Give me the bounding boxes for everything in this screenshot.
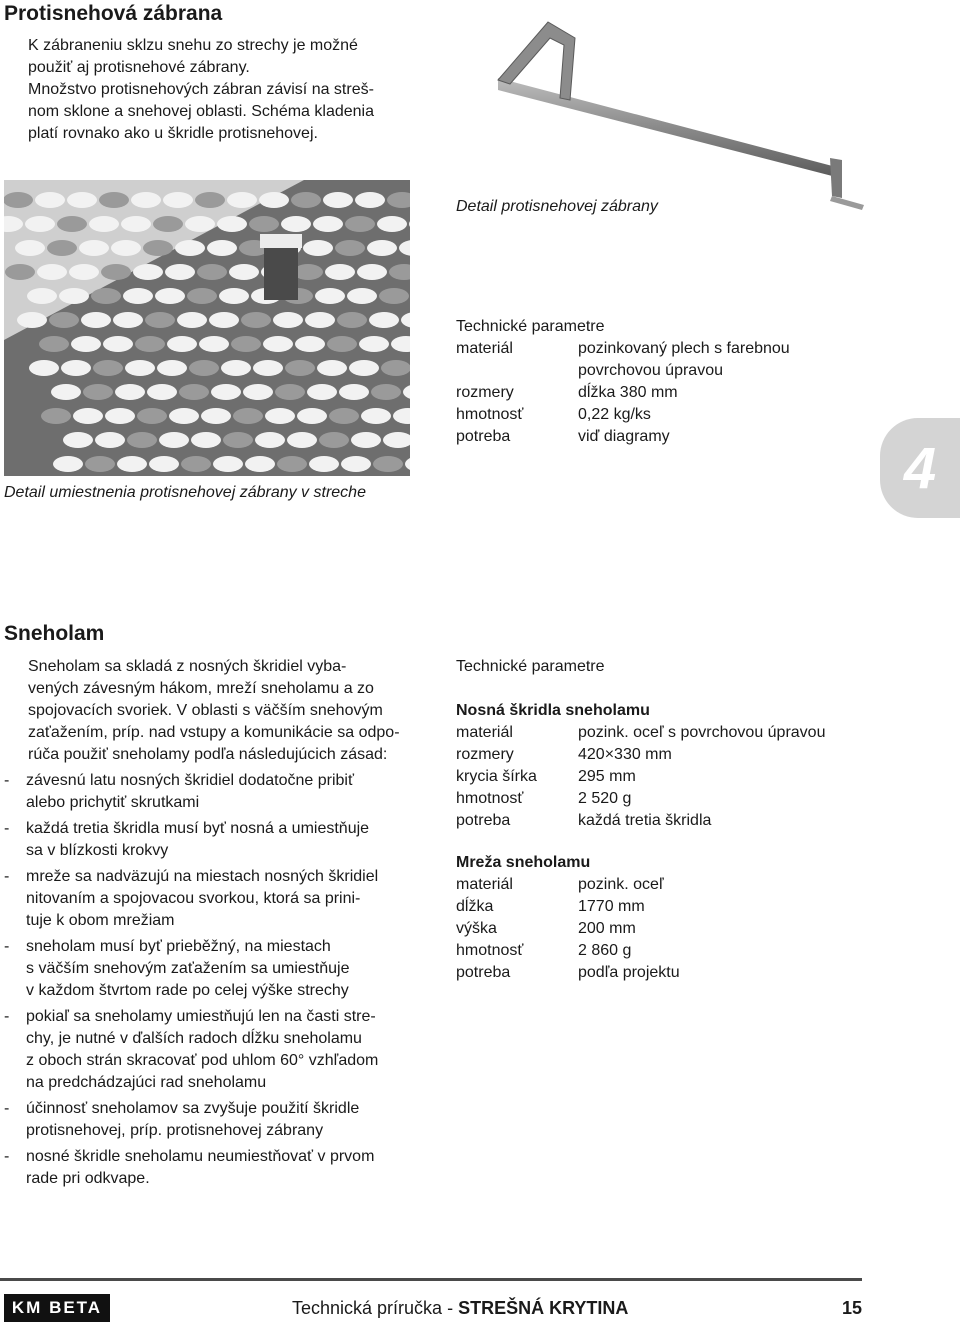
- snow-tile: [245, 456, 275, 472]
- snow-tile: [79, 240, 109, 256]
- snow-tile: [101, 264, 131, 280]
- tech-key: krycia šírka: [456, 768, 537, 785]
- list-line: na predchádzajúci rad sneholamu: [26, 1074, 267, 1091]
- tech-params-1: [456, 316, 876, 448]
- snow-tile: [197, 264, 227, 280]
- snow-tile: [339, 384, 369, 400]
- list-line: s väčším snehovým zaťažením sa umiestňuje: [26, 960, 350, 977]
- snow-tile: [63, 432, 93, 448]
- snow-tile: [323, 192, 353, 208]
- list-line: nitovaním a spojovacou svorkou, ktorá sa prini-: [26, 890, 361, 907]
- snow-tile: [227, 192, 257, 208]
- snow-tile: [177, 312, 207, 328]
- tech-value: pozink. oceľ: [578, 876, 664, 893]
- snow-tile: [231, 336, 261, 352]
- snow-tile: [47, 240, 77, 256]
- tech-value: 2 520 g: [578, 790, 632, 807]
- snow-tile: [4, 192, 33, 208]
- snow-tile: [287, 432, 317, 448]
- snow-tile: [285, 360, 315, 376]
- list-item: [4, 1098, 410, 1142]
- tech-value: 200 mm: [578, 920, 636, 937]
- tech-row: [456, 918, 896, 940]
- snow-tile: [57, 216, 87, 232]
- snow-tile: [351, 432, 381, 448]
- roof-photo: [4, 180, 410, 476]
- snow-tile: [277, 456, 307, 472]
- snow-tile: [221, 360, 251, 376]
- snow-guard-image: [490, 0, 870, 210]
- paragraph-line: vených závesným hákom, mreží sneholamu a zo: [28, 680, 374, 697]
- tech-key: hmotnosť: [456, 942, 524, 959]
- snow-tile: [255, 432, 285, 448]
- snow-tile: [179, 384, 209, 400]
- snow-tile: [143, 240, 173, 256]
- snow-tile: [199, 336, 229, 352]
- snow-tile: [373, 456, 403, 472]
- tech-key: materiál: [456, 876, 513, 893]
- snow-tile: [195, 192, 225, 208]
- snow-tile: [263, 336, 293, 352]
- page-number: 15: [842, 1298, 863, 1318]
- snow-tile: [25, 216, 55, 232]
- tech-row: [456, 766, 896, 788]
- tech-value: pozink. oceľ s povrchovou úpravou: [578, 724, 826, 741]
- tech-value: pozinkovaný plech s farebnou: [578, 340, 790, 357]
- paragraph-line: Sneholam sa skladá z nosných škridiel vyba-: [28, 658, 347, 675]
- intro-paragraph: [28, 35, 428, 145]
- snow-tile: [355, 192, 385, 208]
- footer-text-bold: STREŠNÁ KRYTINA: [458, 1298, 629, 1318]
- snow-tile: [315, 288, 345, 304]
- footer-title: [292, 1298, 628, 1319]
- detail-caption: Detail protisnehovej zábrany: [456, 198, 658, 215]
- snow-tile: [357, 264, 387, 280]
- group-heading: Mreža sneholamu: [456, 854, 591, 871]
- list-line: protisnehovej, príp. protisnehovej zábrany: [26, 1122, 324, 1139]
- tech-params-2: [456, 656, 896, 984]
- snow-tile: [307, 384, 337, 400]
- list-line: pokiaľ sa sneholamy umiestňujú len na časti stre-: [26, 1008, 376, 1025]
- list-item: [4, 1006, 410, 1094]
- snow-tile: [163, 192, 193, 208]
- snow-tile: [71, 336, 101, 352]
- tech-value: dĺžka 380 mm: [578, 384, 678, 401]
- dash: -: [4, 772, 10, 789]
- list-line: tuje k obom mrežiam: [26, 912, 175, 929]
- snow-tile: [105, 408, 135, 424]
- list-line: sa v blízkosti krokvy: [26, 842, 169, 859]
- snow-tile: [29, 360, 59, 376]
- snow-tile: [49, 312, 79, 328]
- snow-tile: [295, 336, 325, 352]
- tech-key: výška: [456, 920, 497, 937]
- snow-tile: [207, 240, 237, 256]
- snow-tile: [303, 240, 333, 256]
- tech-value: 2 860 g: [578, 942, 632, 959]
- snow-tile: [379, 288, 409, 304]
- snow-tile: [201, 408, 231, 424]
- snow-tile: [265, 408, 295, 424]
- tech-row: [456, 940, 896, 962]
- footer-text: Technická príručka -: [292, 1298, 459, 1318]
- snow-tile: [211, 384, 241, 400]
- snow-tile: [249, 216, 279, 232]
- snow-tile: [259, 192, 289, 208]
- snow-tile: [253, 360, 283, 376]
- paragraph-line: použiť aj protisnehové zábrany.: [28, 59, 250, 76]
- paragraph-line: K zábraneniu sklzu snehu zo strechy je možné: [28, 37, 358, 54]
- snow-tile: [369, 312, 399, 328]
- snow-tile: [217, 216, 247, 232]
- snow-tile: [347, 288, 377, 304]
- paragraph-line: nom sklone a snehovej oblasti. Schéma kladenia: [28, 103, 374, 120]
- snow-tile: [341, 456, 371, 472]
- dash: -: [4, 820, 10, 837]
- list-line: nosné škridle sneholamu neumiestňovať v prvom: [26, 1148, 375, 1165]
- snow-tile: [15, 240, 45, 256]
- snow-tile: [39, 336, 69, 352]
- snow-tile: [219, 288, 249, 304]
- snow-tile: [329, 408, 359, 424]
- list-line: každá tretia škridla musí byť nosná a umiestňuje: [26, 820, 370, 837]
- list-item: [4, 866, 410, 932]
- snow-tile: [147, 384, 177, 400]
- tech-row: [456, 360, 876, 382]
- tech-value: každá tretia škridla: [578, 812, 712, 829]
- snow-tile: [345, 216, 375, 232]
- snow-tile: [17, 312, 47, 328]
- rules-list: [4, 766, 410, 1190]
- roof-caption: Detail umiestnenia protisnehovej zábrany v streche: [4, 484, 366, 501]
- snow-tile: [233, 408, 263, 424]
- tech-key: [456, 360, 578, 382]
- tech-row: [456, 404, 876, 426]
- snow-tile: [187, 288, 217, 304]
- tech-key: hmotnosť: [456, 406, 524, 423]
- chapter-tab: 4: [880, 418, 960, 518]
- snow-tile: [91, 288, 121, 304]
- snow-tile: [169, 408, 199, 424]
- snow-tile: [167, 336, 197, 352]
- snow-tile: [5, 264, 35, 280]
- list-line: z oboch strán skracovať pod uhlom 60° vzhľadom: [26, 1052, 379, 1069]
- tech-value: podľa projektu: [578, 964, 680, 981]
- list-line: účinnosť sneholamov sa zvyšuje použití škridle: [26, 1100, 360, 1117]
- tech-row: [456, 810, 896, 832]
- snow-tile: [123, 288, 153, 304]
- snow-tile: [155, 288, 185, 304]
- list-item: [4, 770, 410, 814]
- list-line: mreže sa nadväzujú na miestach nosných škridiel: [26, 868, 379, 885]
- tech-row: [456, 962, 896, 984]
- tech-row: [456, 338, 876, 360]
- snow-tile: [69, 264, 99, 280]
- snow-tile: [83, 384, 113, 400]
- list-line: chy, je nutné v ďalších radoch dĺžku sneholamu: [26, 1030, 362, 1047]
- paragraph-line: spojovacích svoriek. V oblasti s väčším snehovým: [28, 702, 383, 719]
- snow-tile: [93, 360, 123, 376]
- tech-key: potreba: [456, 812, 511, 829]
- km-beta-logo: KM BETA: [4, 1294, 110, 1322]
- snow-tile: [175, 240, 205, 256]
- tech-value: povrchovou úpravou: [578, 362, 723, 379]
- snow-tile: [133, 264, 163, 280]
- snow-tile: [157, 360, 187, 376]
- snow-tile: [165, 264, 195, 280]
- tech-key: hmotnosť: [456, 790, 524, 807]
- snow-tile: [281, 216, 311, 232]
- dash: -: [4, 1148, 10, 1165]
- snow-tile: [309, 456, 339, 472]
- snow-tile: [327, 336, 357, 352]
- snow-tile: [229, 264, 259, 280]
- snow-tile: [297, 408, 327, 424]
- tech-key: rozmery: [456, 384, 514, 401]
- tech-params-title: Technické parametre: [456, 658, 605, 675]
- snow-tile: [73, 408, 103, 424]
- list-item: [4, 1146, 410, 1190]
- tech-key: dĺžka: [456, 898, 494, 915]
- tech-row: [456, 722, 896, 744]
- tech-key: materiál: [456, 340, 513, 357]
- tech-key: rozmery: [456, 746, 514, 763]
- snow-tile: [85, 456, 115, 472]
- list-item: [4, 936, 410, 1002]
- tech-row: [456, 382, 876, 404]
- snow-tile: [381, 360, 410, 376]
- group-heading: Nosná škridla sneholamu: [456, 702, 650, 719]
- snow-tile: [241, 312, 271, 328]
- snow-tile: [181, 456, 211, 472]
- tech-value: 0,22 kg/ks: [578, 406, 651, 423]
- snow-tile: [153, 216, 183, 232]
- list-line: rade pri odkvape.: [26, 1170, 150, 1187]
- snow-tile: [81, 312, 111, 328]
- snow-tile: [135, 336, 165, 352]
- snow-tile: [189, 360, 219, 376]
- tech-value: 1770 mm: [578, 898, 645, 915]
- snow-tile: [149, 456, 179, 472]
- snow-tile: [159, 432, 189, 448]
- tech-row: [456, 788, 896, 810]
- snow-tile: [103, 336, 133, 352]
- snow-tile: [37, 264, 67, 280]
- dash: -: [4, 1008, 10, 1025]
- snow-tile: [291, 192, 321, 208]
- snow-tile: [131, 192, 161, 208]
- sneholam-text: [28, 656, 410, 766]
- tech-value: 420×330 mm: [578, 746, 672, 763]
- snow-tile: [61, 360, 91, 376]
- snow-tile: [377, 216, 407, 232]
- snow-tile: [337, 312, 367, 328]
- snow-tile: [89, 216, 119, 232]
- snow-tile: [137, 408, 167, 424]
- paragraph-line: zaťažením, príp. nad vstupy a komunikácie sa odpo-: [28, 724, 400, 741]
- snow-tile: [95, 432, 125, 448]
- dash: -: [4, 1100, 10, 1117]
- snow-tile: [117, 456, 147, 472]
- snow-tile: [125, 360, 155, 376]
- snow-tile: [349, 360, 379, 376]
- snow-tile: [313, 216, 343, 232]
- snow-tile: [121, 216, 151, 232]
- dash: -: [4, 938, 10, 955]
- snow-tile: [113, 312, 143, 328]
- tech-key: potreba: [456, 428, 511, 445]
- snow-tile: [325, 264, 355, 280]
- snow-tile: [275, 384, 305, 400]
- snow-tile: [111, 240, 141, 256]
- snow-tile: [223, 432, 253, 448]
- list-line: alebo prichytiť skrutkami: [26, 794, 200, 811]
- snow-tile: [361, 408, 391, 424]
- paragraph-line: Množstvo protisnehových zábran závisí na streš-: [28, 81, 374, 98]
- tech-row: [456, 426, 876, 448]
- snow-tile: [115, 384, 145, 400]
- snow-tile: [35, 192, 65, 208]
- tech-value: 295 mm: [578, 768, 636, 785]
- snow-tile: [51, 384, 81, 400]
- snow-tile: [371, 384, 401, 400]
- tech-value: viď diagramy: [578, 428, 670, 445]
- list-line: sneholam musí byť prieběžný, na miestach: [26, 938, 331, 955]
- dash: -: [4, 868, 10, 885]
- snow-tile: [317, 360, 347, 376]
- list-line: závesnú latu nosných škridiel dodatočne pribiť: [26, 772, 354, 789]
- footer-divider: [0, 1278, 862, 1281]
- snow-tile: [191, 432, 221, 448]
- snow-tile: [273, 312, 303, 328]
- tech-key: potreba: [456, 964, 511, 981]
- tech-key: materiál: [456, 724, 513, 741]
- snow-tile: [41, 408, 71, 424]
- section-title-protisnehova: Protisnehová zábrana: [4, 2, 223, 25]
- snow-tile: [53, 456, 83, 472]
- section-title-sneholam: Sneholam: [4, 622, 105, 645]
- snow-tile: [209, 312, 239, 328]
- snow-tile: [335, 240, 365, 256]
- snow-tile: [185, 216, 215, 232]
- snow-tile: [243, 384, 273, 400]
- snow-tile: [213, 456, 243, 472]
- snow-tile: [305, 312, 335, 328]
- snow-tile: [67, 192, 97, 208]
- list-line: v každom štvrtom rade po celej výške strechy: [26, 982, 349, 999]
- snow-tile: [127, 432, 157, 448]
- list-item: [4, 818, 410, 862]
- paragraph-line: rúča použiť sneholamy podľa následujúcich zásad:: [28, 746, 388, 763]
- snow-tile: [99, 192, 129, 208]
- snow-tile: [145, 312, 175, 328]
- snow-tile: [59, 288, 89, 304]
- snow-tile: [367, 240, 397, 256]
- snow-tile: [359, 336, 389, 352]
- tech-row: [456, 874, 896, 896]
- tech-params-title: Technické parametre: [456, 318, 605, 335]
- tech-row: [456, 744, 896, 766]
- snow-tile: [27, 288, 57, 304]
- snow-tile: [319, 432, 349, 448]
- tech-row: [456, 896, 896, 918]
- paragraph-line: platí rovnako ako u škridle protisnehovej.: [28, 125, 318, 142]
